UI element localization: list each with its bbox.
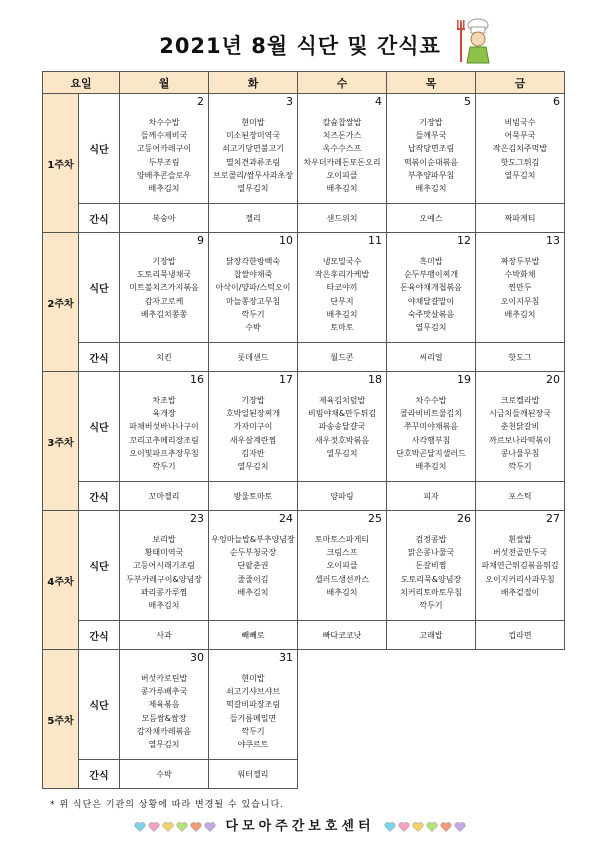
day-menu-cell (476, 94, 565, 204)
menu-item: 냉모밀국수 (322, 257, 362, 266)
date-number: 2 (197, 95, 205, 108)
menu-items (476, 255, 564, 321)
menu-items (209, 255, 297, 334)
menu-item: 양배추콘슬로우 (136, 170, 192, 180)
menu-item: 파송송달걀국 (318, 422, 366, 432)
snack-cell: 씨리얼 (387, 343, 476, 372)
menu-item: 흰쌀밥 (508, 535, 532, 544)
snack-cell: 빼빼로 (209, 621, 298, 650)
week-label: 1주차 (43, 94, 79, 233)
hearts-left (133, 819, 217, 834)
snack-row (43, 760, 565, 789)
menu-item: 도토리묵냉채국 (136, 270, 192, 280)
menu-item: 단팥춘권 (237, 561, 269, 571)
menu-item: 깍두기 (152, 462, 176, 472)
menu-item: 새우살계란찜 (229, 435, 277, 445)
menu-item: 두부카레구이&양념장 (126, 574, 202, 584)
snack-cell: 복숭아 (120, 204, 209, 233)
menu-item: 차수수밥 (148, 118, 180, 127)
snack-cell: 고래밥 (387, 621, 476, 650)
menu-item: 버섯전골만두국 (492, 548, 548, 558)
date-number: 12 (457, 234, 472, 247)
snack-cell: 포스틱 (476, 482, 565, 511)
day-menu-cell (209, 372, 298, 482)
snack-row (43, 343, 565, 372)
snack-cell: 컵라면 (476, 621, 565, 650)
menu-item: 단호박곤달지샐러드 (396, 448, 466, 458)
meal-row (43, 94, 565, 204)
snack-cell: 핫도그 (476, 343, 565, 372)
meal-row (43, 511, 565, 621)
menu-item: 제육볶음 (148, 700, 180, 710)
menu-items (476, 394, 564, 473)
menu-item: 배추김치 (415, 462, 447, 472)
snack-cell: 치킨 (120, 343, 209, 372)
date-number: 16 (190, 373, 205, 386)
menu-item: 수박화채 (504, 270, 536, 280)
week-label: 3주차 (43, 372, 79, 511)
menu-items (209, 116, 297, 195)
snack-cell: 오예스 (387, 204, 476, 233)
day-menu-cell (120, 650, 209, 760)
menu-item: 모듬쌈&쌈장 (141, 713, 187, 723)
meal-row (43, 650, 565, 760)
menu-item: 깍두기 (419, 601, 443, 611)
menu-item: 비빔야채&만두튀김 (307, 409, 377, 419)
meal-row (43, 372, 565, 482)
menu-item: 꼬리고추메리장조림 (129, 435, 199, 445)
menu-item: 배추김치 (504, 309, 536, 319)
menu-item: 단무지 (330, 296, 354, 306)
date-number: 31 (279, 651, 294, 664)
menu-item: 크림스프 (326, 548, 358, 558)
menu-item: 열무김치 (148, 740, 180, 750)
menu-item: 브로콜리/쌈무사과초장 (213, 170, 293, 180)
menu-item: 까르보나라떡볶이 (489, 435, 551, 445)
menu-item: 쭈꾸미야채볶음 (403, 422, 459, 432)
menu-item: 차우더카레돈또돈오리 (303, 157, 381, 167)
empty-cell (476, 760, 565, 789)
date-number: 20 (546, 373, 561, 386)
day-menu-cell (298, 372, 387, 482)
header-friday: 금 (476, 72, 565, 94)
snack-label: 간식 (79, 621, 120, 650)
menu-item: 비빔국수 (504, 118, 536, 127)
snack-label: 간식 (79, 760, 120, 789)
snack-cell: 사과 (120, 621, 209, 650)
menu-item: 미소된장미역국 (225, 131, 281, 141)
menu-item: 오이피클 (326, 561, 358, 571)
menu-items (120, 255, 208, 321)
empty-cell (476, 650, 565, 760)
heart-icon (384, 822, 396, 832)
menu-item: 현미밥 (241, 674, 265, 683)
menu-item: 배추겉절이 (500, 587, 540, 597)
menu-item: 배추김치 (326, 587, 358, 597)
menu-item: 토마토스파게티 (314, 535, 370, 544)
menu-item: 깍두기 (241, 309, 265, 319)
menu-item: 콩나물무침 (500, 448, 540, 458)
menu-item: 타코야끼 (326, 283, 358, 293)
menu-item: 파채연근튀김볶음튀김 (481, 561, 559, 571)
menu-items (387, 116, 475, 195)
snack-cell: 샌드위치 (298, 204, 387, 233)
menu-item: 깍두기 (241, 726, 265, 736)
menu-item: 배추김치 (237, 587, 269, 597)
heart-icon (148, 822, 160, 832)
menu-item: 새우젓호박볶음 (314, 435, 370, 445)
menu-item: 오이피클 (326, 170, 358, 180)
day-menu-cell (209, 233, 298, 343)
menu-items (387, 533, 475, 612)
heart-icon (440, 822, 452, 832)
menu-item: 고등어카레구이 (136, 144, 192, 154)
menu-item: 작은김치주먹밥 (492, 144, 548, 154)
menu-item: 파채버섯바나나구이 (129, 422, 199, 432)
header-monday: 월 (120, 72, 209, 94)
menu-items (387, 394, 475, 473)
menu-item: 육개장 (152, 409, 176, 419)
menu-item: 셀러드생선까스 (314, 574, 370, 584)
menu-item: 기장밥 (152, 257, 176, 266)
menu-items (209, 533, 297, 599)
snack-cell: 꼬마젤리 (120, 482, 209, 511)
meal-label: 식단 (79, 650, 120, 760)
menu-item: 맑은콩나물국 (407, 548, 455, 558)
menu-item: 흑미밥 (419, 257, 443, 266)
menu-item: 야채달걀말이 (407, 296, 455, 306)
snack-cell: 빠다코코낫 (298, 621, 387, 650)
date-number: 11 (368, 234, 383, 247)
menu-item: 수박 (245, 323, 261, 333)
snack-row (43, 482, 565, 511)
header-day-label: 요일 (43, 72, 120, 94)
menu-item: 현미밥 (241, 118, 265, 127)
day-menu-cell (209, 94, 298, 204)
menu-item: 크로켈라밥 (500, 396, 540, 405)
menu-item: 배추김치 (326, 309, 358, 319)
date-number: 9 (197, 234, 205, 247)
week-label: 5주차 (43, 650, 79, 789)
menu-item: 감자고로케 (144, 296, 184, 306)
menu-item: 오이및파프추장무침 (129, 448, 199, 458)
date-number: 5 (464, 95, 472, 108)
menu-item: 열무김치 (237, 184, 269, 194)
date-number: 25 (368, 512, 383, 525)
snack-cell: 월드콘 (298, 343, 387, 372)
header-tuesday: 화 (209, 72, 298, 94)
footer (0, 815, 600, 834)
heart-icon (454, 822, 466, 832)
menu-item: 치커리토마토무침 (400, 587, 462, 597)
snack-row (43, 621, 565, 650)
menu-item: 기장밥 (419, 118, 443, 127)
date-number: 13 (546, 234, 561, 247)
heart-icon (162, 822, 174, 832)
menu-item: 짜장두부밥 (500, 257, 540, 266)
menu-item: 감자채카레볶음 (136, 726, 192, 736)
menu-item: 배추김치 (415, 184, 447, 194)
day-menu-cell (476, 511, 565, 621)
date-number: 17 (279, 373, 294, 386)
menu-item: 고등어시래기조림 (133, 561, 195, 571)
menu-item: 줄줄이김 (237, 574, 269, 584)
meal-label: 식단 (79, 372, 120, 482)
empty-cell (298, 760, 387, 789)
menu-item: 차수수밥 (415, 396, 447, 405)
notice-text: * 위 식단은 기관의 상황에 따라 변경될 수 있습니다. (50, 800, 285, 810)
menu-item: 작은후리가케밥 (314, 270, 370, 280)
menu-item: 숙주맛살볶음 (407, 309, 455, 319)
menu-item: 멸치견과류조림 (225, 157, 281, 167)
date-number: 10 (279, 234, 294, 247)
snack-label: 간식 (79, 204, 120, 233)
menu-item: 열무김치 (415, 323, 447, 333)
menu-item: 돈갈비찜 (415, 561, 447, 571)
snack-cell: 젤리 (209, 204, 298, 233)
menu-items (120, 672, 208, 751)
day-menu-cell (387, 372, 476, 482)
menu-item: 순두부팽이찌개 (403, 270, 459, 280)
menu-item: 배추김치 (326, 184, 358, 194)
menu-items (298, 255, 386, 334)
empty-cell (298, 650, 387, 760)
menu-item: 칼슘찹쌀밥 (322, 118, 362, 127)
day-menu-cell (387, 511, 476, 621)
day-menu-cell (387, 94, 476, 204)
snack-cell: 롯데샌드 (209, 343, 298, 372)
date-number: 26 (457, 512, 472, 525)
menu-item: 미트볼치즈가지볶음 (129, 283, 199, 293)
chef-with-fork-icon (452, 16, 502, 68)
menu-item: 떡볶이순대볶음 (403, 157, 459, 167)
menu-item: 차조밥 (152, 396, 176, 405)
menu-item: 쇠고기샤브샤브 (225, 687, 281, 697)
day-menu-cell (298, 511, 387, 621)
hearts-right (383, 819, 467, 834)
snack-label: 간식 (79, 482, 120, 511)
menu-item: 마늘쫑장고무침 (225, 296, 281, 306)
menu-item: 보리밥 (152, 535, 176, 544)
empty-cell (387, 650, 476, 760)
menu-item: 꽈리콩가루찜 (140, 587, 188, 597)
heart-icon (190, 822, 202, 832)
menu-table (42, 71, 565, 789)
menu-item: 도토리묵&양념장 (400, 574, 462, 584)
menu-item: 옥수수스프 (322, 144, 362, 154)
menu-item: 납작당면조림 (407, 144, 455, 154)
day-menu-cell (387, 233, 476, 343)
day-menu-cell (476, 372, 565, 482)
day-menu-cell (209, 650, 298, 760)
day-menu-cell (209, 511, 298, 621)
menu-item: 오이지무침 (500, 296, 540, 306)
menu-item: 찐만두 (508, 283, 532, 293)
date-number: 18 (368, 373, 383, 386)
center-name: 다모아주간보호센터 (225, 819, 375, 834)
menu-item: 순두부청국장 (229, 548, 277, 558)
menu-items (298, 116, 386, 195)
day-menu-cell (120, 94, 209, 204)
menu-items (298, 533, 386, 599)
date-number: 23 (190, 512, 205, 525)
menu-items (120, 533, 208, 612)
date-number: 24 (279, 512, 294, 525)
menu-item: 찹쌀야채죽 (233, 270, 273, 280)
menu-item: 열무김치 (237, 462, 269, 472)
header-row (43, 72, 565, 94)
menu-item: 호박일된장찌개 (225, 409, 281, 419)
day-menu-cell (298, 233, 387, 343)
snack-cell: 워터젤리 (209, 760, 298, 789)
heart-icon (398, 822, 410, 832)
snack-cell: 양파링 (298, 482, 387, 511)
menu-item: 닭장각한방백숙 (225, 257, 281, 266)
menu-item: 토마토 (330, 323, 354, 333)
menu-item: 야쿠르트 (237, 740, 269, 750)
menu-items (209, 394, 297, 473)
heart-icon (134, 822, 146, 832)
menu-item: 우엉마늘밥&부추양념장 (211, 535, 295, 544)
menu-item: 가자미구이 (233, 422, 273, 432)
heart-icon (412, 822, 424, 832)
snack-cell: 짜파게티 (476, 204, 565, 233)
meal-label: 식단 (79, 94, 120, 204)
header-thursday: 목 (387, 72, 476, 94)
menu-item: 들깨무국 (415, 131, 447, 141)
menu-item: 깍두기 (508, 462, 532, 472)
date-number: 6 (553, 95, 561, 108)
menu-item: 부추양파무침 (407, 170, 455, 180)
snack-cell: 수박 (120, 760, 209, 789)
menu-item: 버섯카로틴밥 (140, 674, 188, 683)
heart-icon (204, 822, 216, 832)
menu-item: 배추김치쫑쫑 (140, 309, 188, 319)
menu-item: 오이지커리사과무침 (485, 574, 555, 584)
menu-items (209, 672, 297, 751)
menu-items (476, 533, 564, 599)
menu-item: 제육김치덮밥 (318, 396, 366, 405)
snack-cell: 방울토마토 (209, 482, 298, 511)
menu-item: 춘천닭갈비 (500, 422, 540, 432)
heart-icon (426, 822, 438, 832)
menu-item: 사각햄부침 (411, 435, 451, 445)
menu-item: 배추김치 (148, 601, 180, 611)
snack-row (43, 204, 565, 233)
empty-cell (387, 760, 476, 789)
snack-cell: 피자 (387, 482, 476, 511)
date-number: 19 (457, 373, 472, 386)
menu-item: 열무김치 (504, 170, 536, 180)
date-number: 3 (286, 95, 294, 108)
day-menu-cell (476, 233, 565, 343)
menu-items (120, 116, 208, 195)
menu-item: 아삭이/양파/스틱오이 (215, 283, 291, 293)
day-menu-cell (120, 372, 209, 482)
date-number: 4 (375, 95, 383, 108)
menu-items (476, 116, 564, 182)
menu-item: 들기름메밀면 (229, 713, 277, 723)
meal-label: 식단 (79, 511, 120, 621)
menu-item: 두부조림 (148, 157, 180, 167)
meal-label: 식단 (79, 233, 120, 343)
date-number: 30 (190, 651, 205, 664)
day-menu-cell (120, 511, 209, 621)
menu-item: 기장밥 (241, 396, 265, 405)
day-menu-cell (120, 233, 209, 343)
menu-item: 들깨수제비국 (140, 131, 188, 141)
week-label: 2주차 (43, 233, 79, 372)
week-label: 4주차 (43, 511, 79, 650)
menu-item: 김자반 (241, 448, 265, 458)
menu-item: 황태미역국 (144, 548, 184, 558)
menu-item: 치즈돈가스 (322, 131, 362, 141)
menu-item: 배추김치 (148, 184, 180, 194)
heart-icon (176, 822, 188, 832)
menu-item: 돈육야채개첩볶음 (400, 283, 462, 293)
date-number: 27 (546, 512, 561, 525)
snack-label: 간식 (79, 343, 120, 372)
meal-row (43, 233, 565, 343)
page-title: 2021년 8월 식단 및 간식표 (159, 34, 441, 58)
menu-items (120, 394, 208, 473)
menu-item: 콜라비비트물김치 (400, 409, 462, 419)
menu-item: 핫도그튀김 (500, 157, 540, 167)
header-wednesday: 수 (298, 72, 387, 94)
menu-item: 열무김치 (326, 448, 358, 458)
menu-item: 검정콩밥 (415, 535, 447, 544)
menu-items (298, 394, 386, 460)
menu-items (387, 255, 475, 334)
menu-item: 콩가루배추국 (140, 687, 188, 697)
menu-item: 쇠고기당면불고기 (222, 144, 284, 154)
menu-item: 시금치들깨된장국 (489, 409, 551, 419)
menu-item: 떡갈비파장조림 (225, 700, 281, 710)
menu-item: 어묵무국 (504, 131, 536, 141)
day-menu-cell (298, 94, 387, 204)
